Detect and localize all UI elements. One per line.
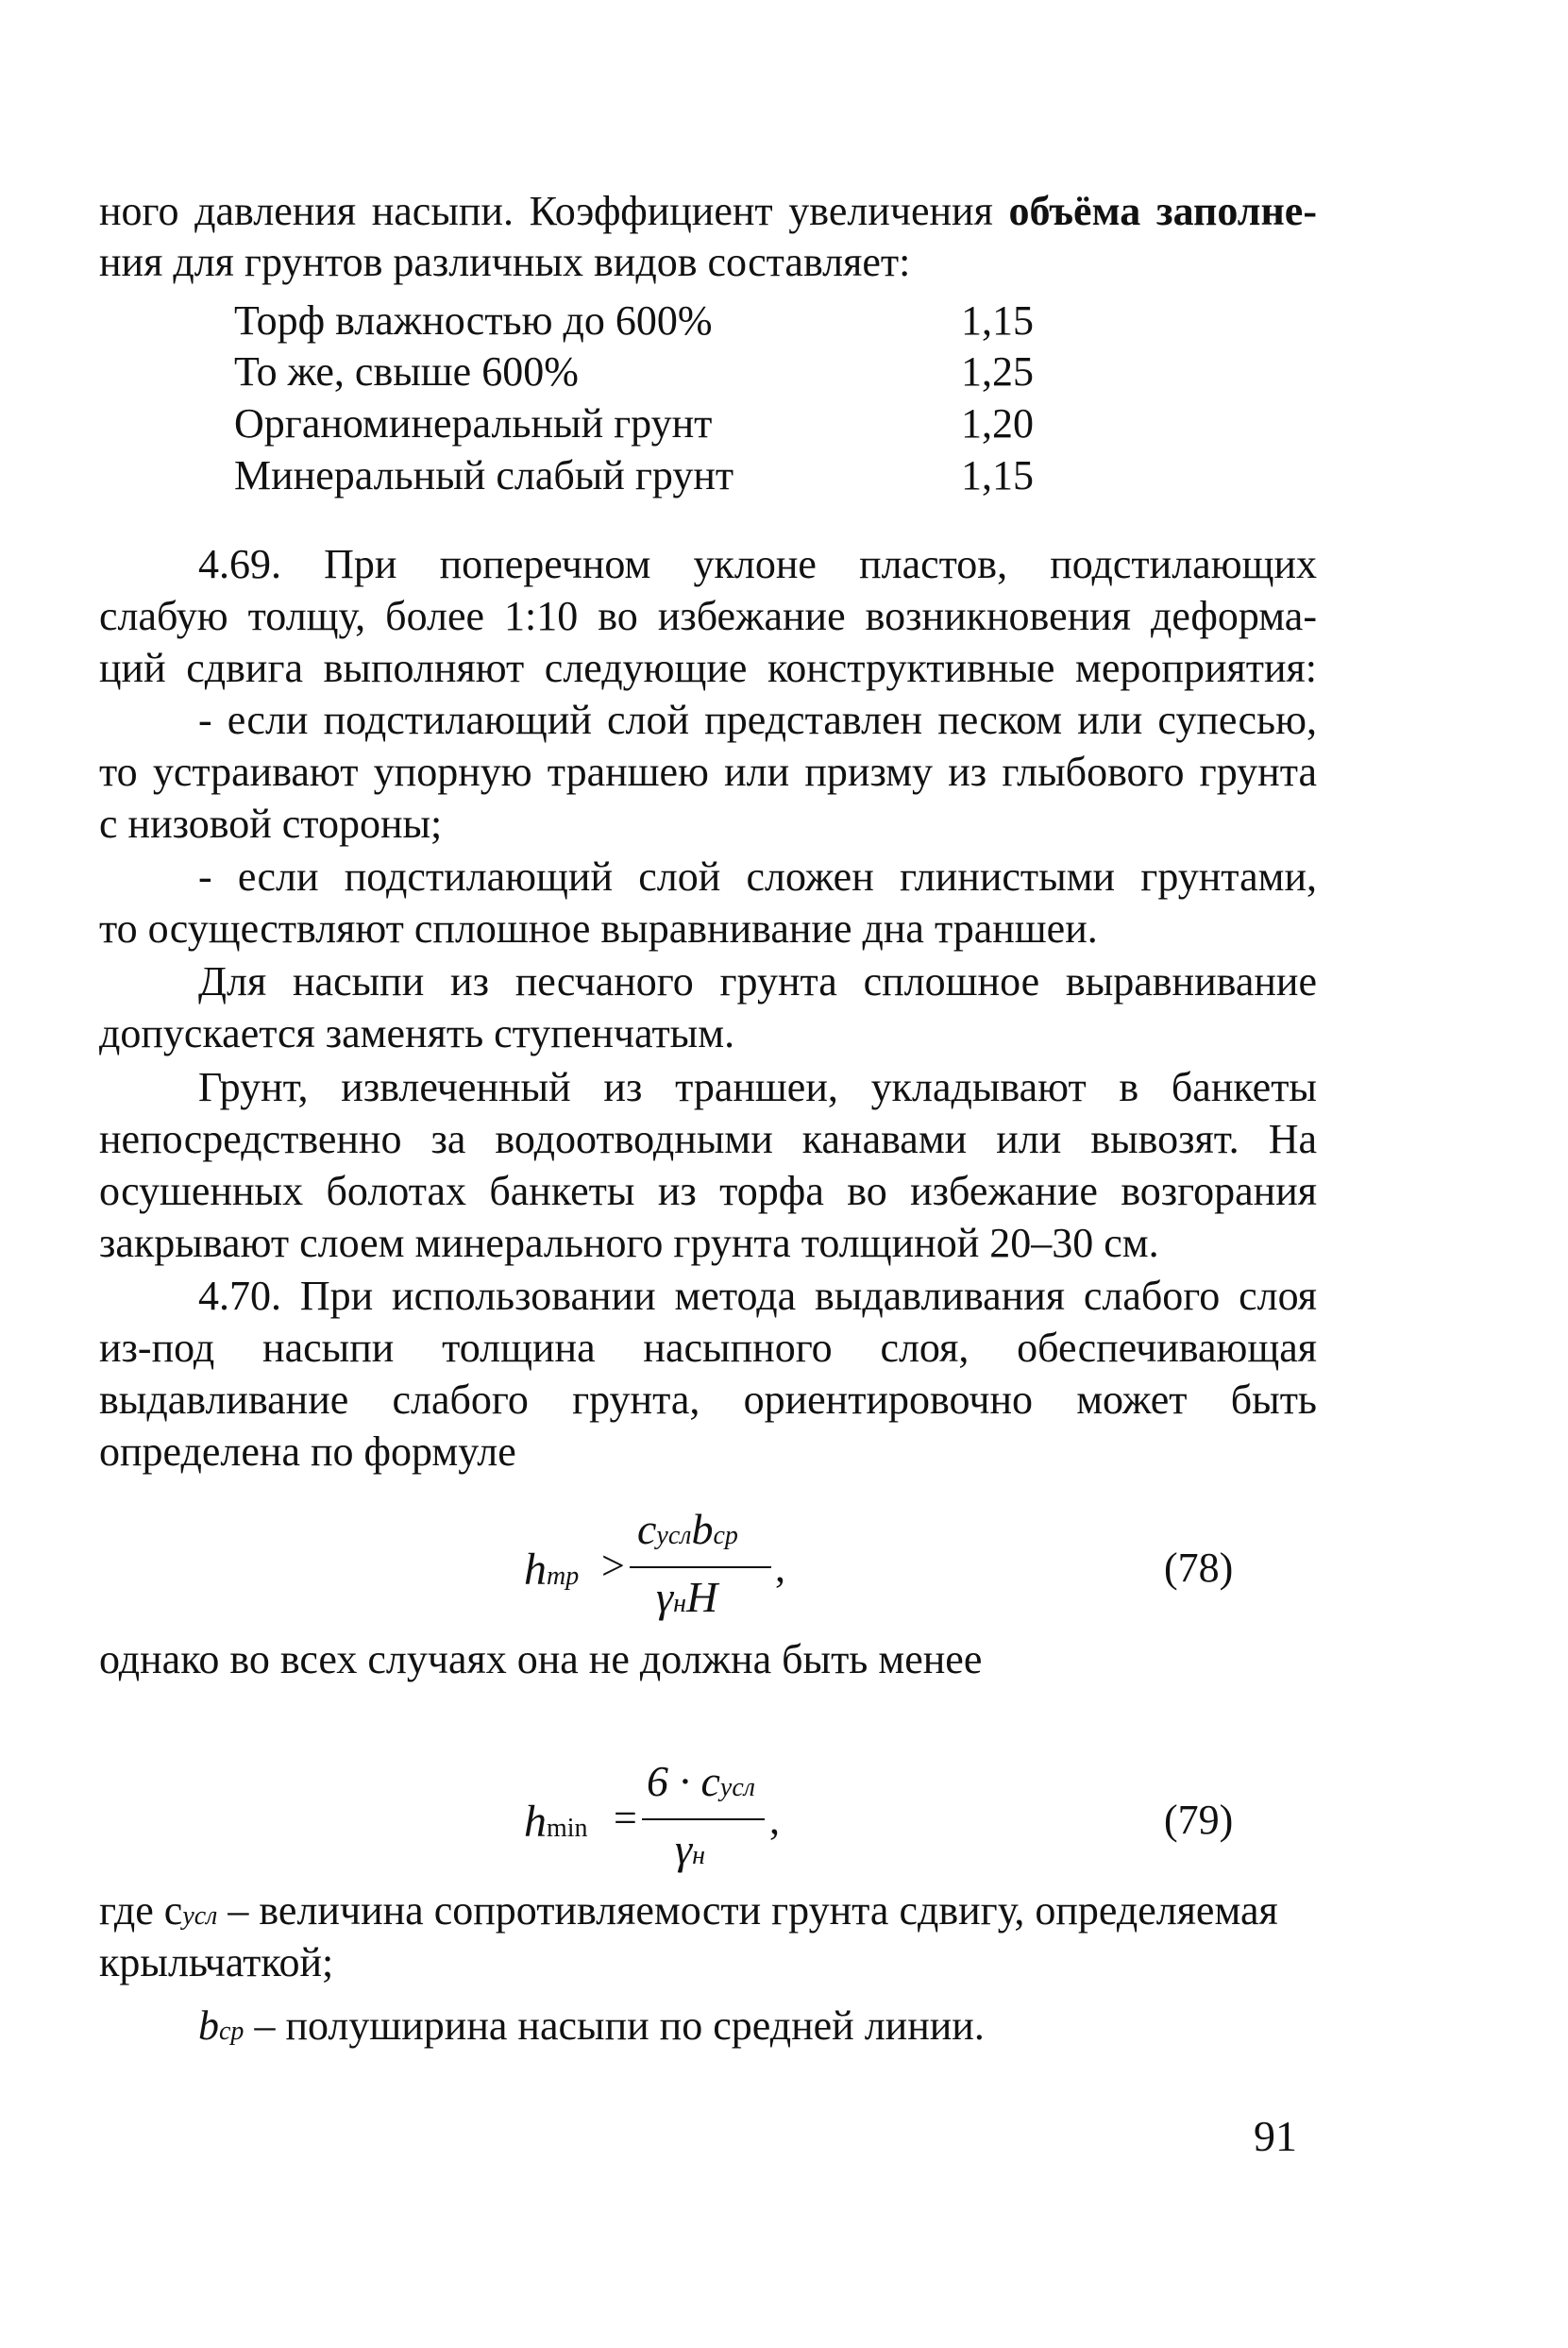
table-cell-value: 1,15 [961,297,1034,344]
formula-79-fraction-bar [642,1818,765,1820]
paragraph-469-line: ций сдвига выполняют следующие конструктивные мероприятия: [99,645,1317,691]
table-cell-value: 1,15 [961,452,1034,498]
soil-paragraph-line: закрывают слоем минерального грунта толщиной 20–30 см. [99,1220,1159,1266]
sand-paragraph-line: допускается заменять ступенчатым. [99,1010,735,1056]
table-cell-value: 1,25 [961,348,1034,395]
soil-paragraph-line: непосредственно за водоотводными канавами или вывозят. На [99,1116,1317,1162]
where-subscript: усл [182,1901,218,1931]
after-formula-78-line: однако во всех случаях она не должна быть менее [99,1636,983,1682]
formula-78-lhs: hтр [524,1545,580,1595]
formula-79-numerator: 6 · cусл [647,1757,755,1805]
paragraph-470-line: определена по формуле [99,1428,516,1475]
table-cell-name: Органоминеральный грунт [234,400,713,447]
intro-line-1 [99,185,1317,238]
soil-paragraph-line: осушенных болотах банкеты из торфа во избежание возгорания [99,1168,1317,1214]
sand-paragraph-line: Для насыпи из песчаного грунта сплошное выравнивание [198,958,1317,1005]
formula-78-denominator: γнH [656,1573,718,1621]
paragraph-470-line: выдавливание слабого грунта, ориентировочно может быть [99,1377,1317,1423]
table-cell-name: Торф влажностью до 600% [234,297,713,344]
bullet-1-line: - если подстилающий слой представлен песком или супесью, [198,697,1317,743]
formula-78-numerator: cуслbср [637,1505,738,1553]
equation-number-78: (78) [1164,1545,1234,1591]
table-cell-name: То же, свыше 600% [234,348,579,395]
formula-78-comma: , [775,1545,785,1591]
bullet-1-line: с низовой стороны; [99,801,443,847]
bullet-1-line: то устраивают упорную траншею или призму из глыбового грунта [99,749,1317,795]
formula-79-lhs: hmin [524,1797,588,1847]
paragraph-469-line: слабую толщу, более 1:10 во избежание возникновения деформа- [99,593,1317,639]
bullet-2-line: то осуществляют сплошное выравнивание дна траншеи. [99,905,1098,952]
where-line-1 [99,1884,1317,1943]
formula-78-operator: > [601,1543,625,1589]
formula-78 [524,1506,1279,1629]
formula-79-denominator: γн [675,1825,706,1873]
paragraph-469-line: 4.69. При поперечном уклоне пластов, подстилающих [198,541,1317,587]
where-line-2: крыльчаткой; [99,1939,334,1985]
formula-79 [524,1758,1279,1881]
b-definition: – полуширина насыпи по средней линии. [244,2002,985,2049]
intro-text: ного давления насыпи. Коэффициент увеличения [99,188,1009,234]
paragraph-470-line: 4.70. При использовании метода выдавливания слабого слоя [198,1273,1317,1319]
intro-line-2: ния для грунтов различных видов составляет: [99,239,911,285]
where-line-3 [198,2000,1317,2058]
paragraph-470-line: из-под насыпи толщина насыпного слоя, обеспечивающая [99,1325,1317,1371]
soil-paragraph-line: Грунт, извлеченный из траншеи, укладывают в банкеты [198,1064,1317,1110]
where-definition: – величина сопротивляемости грунта сдвигу, определяемая [217,1887,1278,1934]
formula-79-comma: , [769,1797,780,1843]
b-symbol: b [198,2002,219,2049]
equation-number-79: (79) [1164,1797,1234,1843]
b-subscript: ср [219,2017,244,2046]
table-cell-value: 1,20 [961,400,1034,447]
intro-bold-text: объёма заполне- [1008,188,1317,234]
formula-79-operator: = [614,1795,637,1841]
table-cell-name: Минеральный слабый грунт [234,452,734,498]
where-prefix: где c [99,1887,183,1934]
page-number: 91 [1254,2112,1297,2160]
bullet-2-line: - если подстилающий слой сложен глинистыми грунтами, [198,853,1317,900]
formula-78-fraction-bar [630,1566,771,1568]
